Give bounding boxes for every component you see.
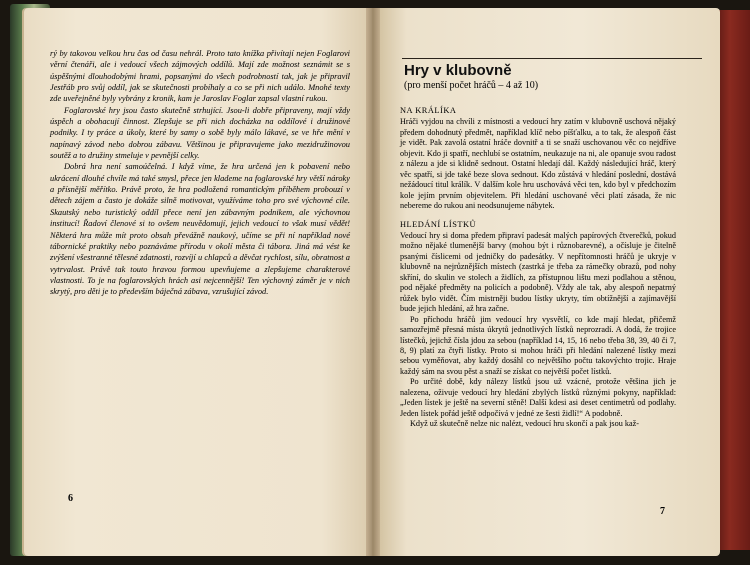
game-section <box>400 220 676 430</box>
left-paragraph: rý by takovou velkou hru čas od času nehrál. Proto tato knížka přivítají nejen Foglarovi věrní čtenáři, ale i vedoucí všech zájmových oddílů. Mají zde možnost seznámit se s úspěšnými dlouhodobými hrami, popsanými do všech podrobností tak, jak je připravil Jestřáb pro svůj oddíl, jak se skutečnosti probíhaly a co se při nich událo. Mnohé texty zde uveřejněné byly vybrány z kronik, kam je Jaroslav Foglar zapsal vlastní rukou. <box>50 49 350 104</box>
right-page-number: 7 <box>660 506 665 517</box>
section-heading: NA KRÁLÍKA <box>400 106 457 115</box>
section-heading: HLEDÁNÍ LÍSTKŮ <box>400 219 477 229</box>
section-paragraph: Když už skutečně nelze nic nalézt, vedoucí hru skončí a pak jsou kaž- <box>410 419 639 429</box>
game-section <box>400 106 676 212</box>
chapter-title: Hry v klubovně <box>404 62 512 79</box>
chapter-rule <box>402 58 702 59</box>
section-paragraph: Po určité době, kdy nálezy lístků jsou už vzácné, protože většina jich je nalezena, oživuje vedoucí hry hledání zbylých lístků různými pokyny, například: „Jeden lístek je ještě na severní stěně! Další kdesi asi deset centimetrů od podlahy. Jeden lístek pořád ještě odpočívá v jedné ze šesti židlí!“ A podobně. <box>400 377 676 418</box>
section-paragraph: Vedoucí hry si doma předem připraví padesát malých papírových čtverečků, pokud možno nějaké tlumenější barvy (mohou být i různobarevné), a očísluje je čitelně psanými číslicemi od jedničky do padesátky. V nepřítomnosti hráčů je ukryje v klubovně na nejrůznějších místech (zastrká je třeba za rámečky obrazů, pod nohy skříní, do skulin ve stolech a židlích, za přístupnou lištu mezi podlahou a stěnou, pod nějaké předměty na policích a podobně). Vždy ale tak, aby alespoň nepatrný růžek bylo vidět. Čím mistrněji budou lístky ukryty, tím obtížnější a zajímavější bude jejich hledání, až hra začne. <box>400 230 676 314</box>
right-page-text <box>400 106 676 430</box>
left-paragraph: Foglarovské hry jsou často skutečně strhující. Jsou-li dobře připraveny, mají vždy úspěch a obohacují činnost. Zlepšuje se při nich docházka na oddílové i družinové podniky. I ty práce a úkoly, které by samy o sobě byly málo lákavé, se ve hře mění v napínavý závod nebo dobrou zábavu. Většinou je připravujeme jako mezidružinovou soutěž a to družiny stmeluje v pevnější celky. <box>50 105 350 161</box>
left-page-number: 6 <box>68 493 73 504</box>
book-cover-edge-right <box>716 10 750 550</box>
chapter-subtitle: (pro menší počet hráčů – 4 až 10) <box>404 80 539 91</box>
book-gutter <box>366 8 380 556</box>
left-paragraph: Dobrá hra není samoúčelná. I když víme, že hra určená jen k pobavení nebo ukrácení dlouhé chvíle má také smysl, přece jen klademe na foglarovské hry větší nároky a přísnější měřítko. Právě proto, že hra podložená romantickým příběhem probouzí v dětech zájem a často je dokáže silně motivovat, využíváme toho pro své výchovné cíle. Skautský nebo turistický oddíl přece není jen zábavným podnikem, ale výchovnou institucí! Řadoví členové si to ovšem neuvědomují, jejich vedoucí to však musí vědět! Některá hra může mít proto obsah převážně naukový, učíme se při ní například nové tábornické praktiky nebo poznáváme přírodu v okolí města či tábora. Jiná má vést ke zvýšení všestranné tělesné zdatnosti, rozvíjí u chlapců a děvčat rychlost, sílu, obratnost a vytrvalost. Právě tak touto hravou formou upevňujeme a zlepšujeme charakterové vlastnosti. To je na foglarovských hrách asi nejcennější! Ten výchovný záměr je v nich skrytý, pro děti je to především báječná zábava, vzrušující závod. <box>50 162 350 297</box>
section-paragraph: Hráči vyjdou na chvíli z místnosti a vedoucí hry zatím v klubovně uschová nějaký předem dohodnutý předmět, například klíč nebo píšťalku, a to tak, že alespoň část je vidět. Pak zavolá ostatní hráče dovnitř a ti se snaží uschovanou věc co nejdříve objevit. Kdo ji spatří, nechlubí se ostatním, neukazuje na ni, ale opanuje svou radost z nálezu a jde si klidně sednout. Ostatní hledají dál. Každý následující hráč, který věc spatří, si jde také beze slova sednout. Kdo zůstává v hledání poslední, dostává nežádoucí titul králík. V dalším kole hru uschovává věci ten, kdo byl v předchozím kole jejím prvním objevitelem. Při hledání uschované věci platí zásada, že nic nebereme do rukou ani neodsunujeme nábytek. <box>400 117 676 211</box>
left-page-text <box>50 48 350 298</box>
section-paragraph: Po příchodu hráčů jim vedoucí hry vysvětlí, co kde mají hledat, přičemž samozřejmě přesná místa úkrytů jednotlivých lístků neprozradí. A dodá, že trojice lístečků, jejichž čísla jdou za sebou (například 14, 15, 16 nebo třeba 38, 39, 40 či 7, 8, 9) platí za čtyři lístky. Proto si mohou hráči při hledání nalezené lístky mezi sebou vyměňovat, aby každý dosáhl co největšího počtu takovýchto trojic. Hraje každý sám na svou pěst a snaží se získat co největší počet lístků. <box>400 314 676 376</box>
